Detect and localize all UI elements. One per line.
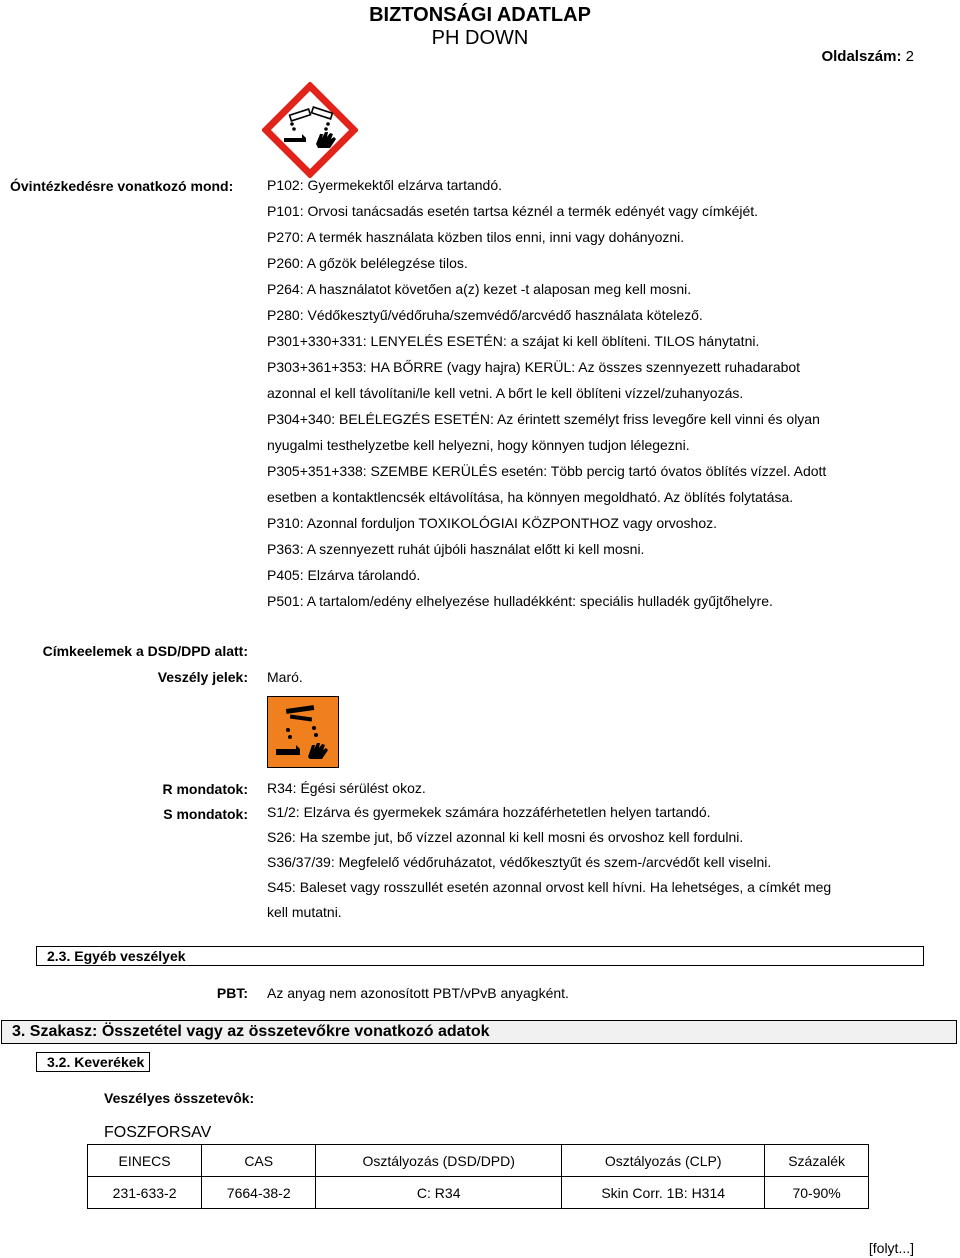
ghs05-corrosion-icon (262, 82, 358, 178)
page-number (821, 48, 914, 65)
s-phrase-line: S36/37/39: Megfelelő védőruházatot, védőkesztyűt és szem-/arcvédőt kell viselni. (267, 854, 772, 870)
precaution-line: P301+330+331: LENYELÉS ESETÉN: a szájat ki kell öblíteni. TILOS hánytatni. (267, 333, 760, 349)
precaution-line: P260: A gőzök belélegzése tilos. (267, 255, 468, 271)
dsd-corrosive-symbol-icon (267, 696, 339, 768)
precaution-line: P305+351+338: SZEMBE KERÜLÉS esetén: Több percig tartó óvatos öblítés vízzel. Adott (267, 463, 827, 479)
s-phrase-line: kell mutatni. (267, 904, 342, 920)
table-header-row (88, 1145, 869, 1177)
table-header-cell: EINECS (88, 1145, 202, 1177)
table-header-cell: Osztályozás (DSD/DPD) (316, 1145, 562, 1177)
s-phrase-line: S1/2: Elzárva és gyermekek számára hozzáférhetetlen helyen tartandó. (267, 804, 711, 820)
pbt-value: Az anyag nem azonosított PBT/vPvB anyagként. (267, 985, 569, 1001)
precaution-line: P303+361+353: HA BŐRRE (vagy hajra) KERÜL: Az összes szennyezett ruhadarabot (267, 359, 801, 375)
composition-table (87, 1144, 869, 1209)
precaution-line: P264: A használatot követően a(z) kezet -t alaposan meg kell mosni. (267, 281, 692, 297)
continued-marker: [folyt...] (868, 1240, 914, 1256)
r-phrases-label: R mondatok: (162, 781, 248, 797)
s-phrase-line: S45: Baleset vagy rosszullét esetén azonnal orvost kell hívni. Ha lehetséges, a címkét meg (267, 879, 832, 895)
hazardous-components-label: Veszélyes összetevôk: (104, 1090, 255, 1106)
document-title: BIZTONSÁGI ADATLAP (369, 4, 591, 26)
table-cell: 231-633-2 (88, 1177, 202, 1209)
precaution-line: P310: Azonnal forduljon TOXIKOLÓGIAI KÖZPONTHOZ vagy orvoshoz. (267, 515, 718, 531)
s-phrases-list (267, 800, 907, 925)
precautions-list (267, 172, 907, 614)
table-header-cell: Osztályozás (CLP) (562, 1145, 765, 1177)
precautions-label: Óvintézkedésre vonatkozó mond: (10, 178, 234, 194)
product-name: PH DOWN (431, 27, 529, 49)
table-header-cell: Százalék (765, 1145, 869, 1177)
r-phrases-list (267, 775, 907, 801)
precaution-line: P363: A szennyezett ruhát újbóli használat előtt ki kell mosni. (267, 541, 645, 557)
precaution-line: esetben a kontaktlencsék eltávolítása, ha könnyen megoldható. Az öblítés folytatása. (267, 489, 794, 505)
table-header-cell: CAS (202, 1145, 316, 1177)
precaution-line: nyugalmi testhelyzetbe kell helyezni, hogy könnyen tudjon lélegezni. (267, 437, 690, 453)
s-phrase-line: S26: Ha szembe jut, bő vízzel azonnal ki kell mosni és orvoshoz kell fordulni. (267, 829, 744, 845)
section-2-3-header: 2.3. Egyéb veszélyek (36, 946, 924, 966)
danger-symbols-value: Maró. (267, 669, 303, 685)
table-cell: 7664-38-2 (202, 1177, 316, 1209)
table-cell: C: R34 (316, 1177, 562, 1209)
section-3-header: 3. Szakasz: Összetétel vagy az összetevőkre vonatkozó adatok (1, 1020, 957, 1044)
dsd-heading: Címkeelemek a DSD/DPD alatt: (42, 643, 248, 659)
precaution-line: P102: Gyermekektől elzárva tartandó. (267, 177, 503, 193)
table-cell: Skin Corr. 1B: H314 (562, 1177, 765, 1209)
table-cell: 70-90% (765, 1177, 869, 1209)
precaution-line: P501: A tartalom/edény elhelyezése hulladékként: speciális hulladék gyűjtőhelyre. (267, 593, 773, 609)
s-phrases-label: S mondatok: (163, 806, 248, 822)
precaution-line: azonnal el kell távolítani/le kell vetni. A bőrt le kell öblíteni vízzel/zuhanyozás. (267, 385, 744, 401)
precaution-line: P101: Orvosi tanácsadás esetén tartsa kéznél a termék edényét vagy címkéjét. (267, 203, 759, 219)
component-name: FOSZFORSAV (104, 1124, 212, 1141)
precaution-line: P405: Elzárva tárolandó. (267, 567, 421, 583)
section-3-2-header: 3.2. Keverékek (36, 1052, 150, 1072)
precaution-line: P280: Védőkesztyű/védőruha/szemvédő/arcvédő használata kötelező. (267, 307, 703, 323)
page-number-label: Oldalszám: (821, 48, 902, 65)
page-number-value: 2 (905, 48, 914, 65)
r-phrase-line: R34: Égési sérülést okoz. (267, 780, 426, 796)
table-row (88, 1177, 869, 1209)
pbt-label: PBT: (216, 985, 248, 1001)
danger-symbols-label: Veszély jelek: (157, 669, 248, 685)
precaution-line: P270: A termék használata közben tilos enni, inni vagy dohányozni. (267, 229, 685, 245)
precaution-line: P304+340: BELÉLEGZÉS ESETÉN: Az érintett személyt friss levegőre kell vinni és olyan (267, 411, 820, 427)
